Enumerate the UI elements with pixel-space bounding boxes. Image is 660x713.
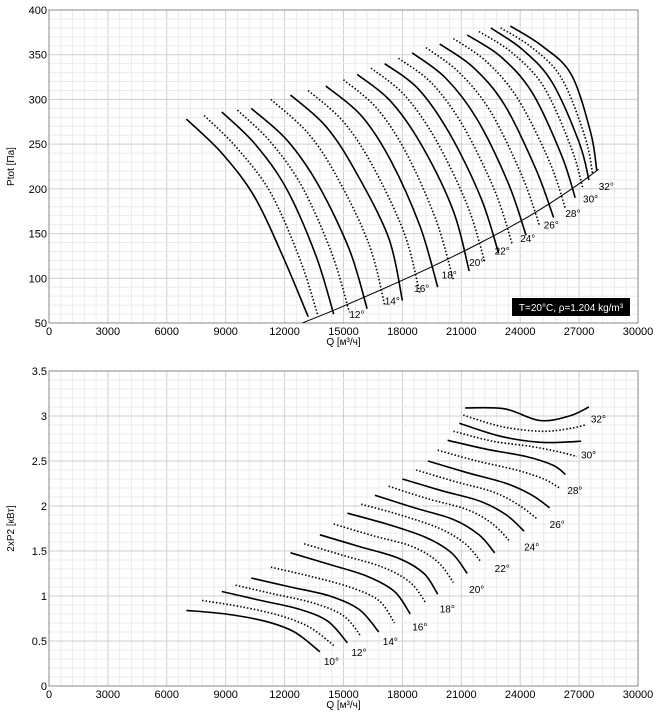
power-y-tick-label: 0.5 xyxy=(31,636,47,648)
power-x-tick-label: 24000 xyxy=(504,689,536,701)
power-x-tick-label: 15000 xyxy=(328,689,359,701)
pressure-x-tick-label: 30000 xyxy=(622,326,654,338)
power-angle-label: 22° xyxy=(494,564,510,576)
pressure-y-tick-label: 300 xyxy=(28,94,47,107)
power-y-tick-label: 1.5 xyxy=(31,546,47,558)
pressure-x-tick-label: 27000 xyxy=(563,326,595,338)
power-x-axis-label: Q [м³/ч] xyxy=(326,700,361,711)
power-curve-13deg xyxy=(236,585,362,636)
pressure-x-tick-label: 6000 xyxy=(154,326,180,338)
pressure-chart xyxy=(6,5,653,348)
power-curve-26deg xyxy=(428,461,550,508)
power-x-tick-label: 30000 xyxy=(622,689,654,701)
power-angle-label: 28° xyxy=(567,485,583,497)
pressure-curve-25deg xyxy=(426,48,540,227)
power-curve-32deg xyxy=(465,407,589,421)
power-y-tick-label: 3.5 xyxy=(31,366,47,378)
power-chart xyxy=(6,366,653,711)
pressure-y-tick-label: 150 xyxy=(28,228,47,241)
pressure-grid xyxy=(49,10,638,323)
pressure-angle-label: 32° xyxy=(598,182,614,194)
power-x-tick-label: 0 xyxy=(45,689,53,701)
power-angle-label: 14° xyxy=(382,637,398,648)
power-curve-10deg xyxy=(186,610,320,651)
pressure-y-tick-label: 50 xyxy=(34,318,47,330)
pressure-y-tick-label: 200 xyxy=(28,183,47,196)
pressure-y-axis-label: Ptot [Па] xyxy=(6,147,17,186)
pressure-angle-label: 12° xyxy=(349,310,365,322)
conditions-annotation-text: T=20°C, ρ=1.204 kg/m³ xyxy=(518,303,624,314)
pressure-x-tick-label: 3000 xyxy=(95,326,121,338)
pressure-curve-20deg xyxy=(357,74,469,271)
power-curve-25deg xyxy=(416,470,538,520)
power-x-tick-label: 12000 xyxy=(269,689,300,701)
pressure-curve-17deg xyxy=(308,91,420,295)
pressure-x-axis-label: Q [м³/ч] xyxy=(326,337,361,348)
power-curves xyxy=(186,407,589,652)
pressure-curve-18deg xyxy=(326,86,438,287)
pressure-angle-label: 30° xyxy=(583,194,599,206)
power-y-tick-label: 3 xyxy=(40,411,47,423)
pressure-angle-label: 26° xyxy=(543,220,559,232)
power-angle-label: 30° xyxy=(581,450,597,462)
power-curve-15deg xyxy=(271,567,395,623)
power-y-tick-label: 0 xyxy=(40,681,47,693)
pressure-x-tick-label: 9000 xyxy=(213,326,238,338)
power-x-tick-label: 27000 xyxy=(563,689,595,701)
pressure-angle-label: 24° xyxy=(520,234,536,246)
power-y-tick-label: 1 xyxy=(40,591,47,603)
power-angle-label: 16° xyxy=(412,622,428,634)
pressure-y-tick-label: 350 xyxy=(28,49,47,62)
pressure-x-tick-label: 18000 xyxy=(387,326,418,338)
power-x-tick-label: 18000 xyxy=(387,689,418,701)
power-y-axis-label: 2xP2 [кВт] xyxy=(6,505,17,552)
pressure-y-ticks xyxy=(29,5,47,330)
power-angle-label: 18° xyxy=(439,604,455,616)
pressure-y-tick-label: 100 xyxy=(28,273,47,286)
pressure-curve-32deg xyxy=(510,26,596,171)
pressure-angle-label: 20° xyxy=(469,258,485,270)
pressure-angle-label: 16° xyxy=(414,284,430,296)
pressure-angle-label: 14° xyxy=(384,296,400,308)
power-angle-label: 12° xyxy=(351,647,367,659)
power-x-tick-label: 9000 xyxy=(213,689,238,701)
power-y-tick-label: 2 xyxy=(40,501,47,513)
pressure-y-tick-label: 250 xyxy=(28,139,47,152)
power-angle-label: 32° xyxy=(590,414,607,426)
power-angle-label: 26° xyxy=(549,520,565,531)
pressure-angle-label: 22° xyxy=(494,246,510,258)
pressure-angle-label: 18° xyxy=(441,270,457,282)
power-x-tick-label: 6000 xyxy=(154,689,180,701)
pressure-x-tick-label: 24000 xyxy=(504,326,536,338)
pressure-x-tick-label: 12000 xyxy=(269,326,300,338)
power-angle-label: 24° xyxy=(524,542,540,554)
power-y-ticks xyxy=(32,366,47,693)
power-y-tick-label: 2.5 xyxy=(31,456,47,468)
power-x-tick-label: 21000 xyxy=(446,689,477,701)
power-x-tick-label: 3000 xyxy=(95,689,121,701)
pressure-angle-label: 28° xyxy=(565,209,581,221)
pressure-curve-12deg xyxy=(222,112,334,314)
pressure-x-tick-label: 21000 xyxy=(446,326,477,338)
pressure-y-tick-label: 400 xyxy=(28,5,47,17)
pressure-x-tick-label: 0 xyxy=(45,326,53,338)
power-curve-29deg xyxy=(453,431,577,456)
power-angle-label: 10° xyxy=(323,656,339,668)
pressure-x-tick-label: 15000 xyxy=(328,326,359,338)
power-angle-label: 20° xyxy=(469,584,485,596)
